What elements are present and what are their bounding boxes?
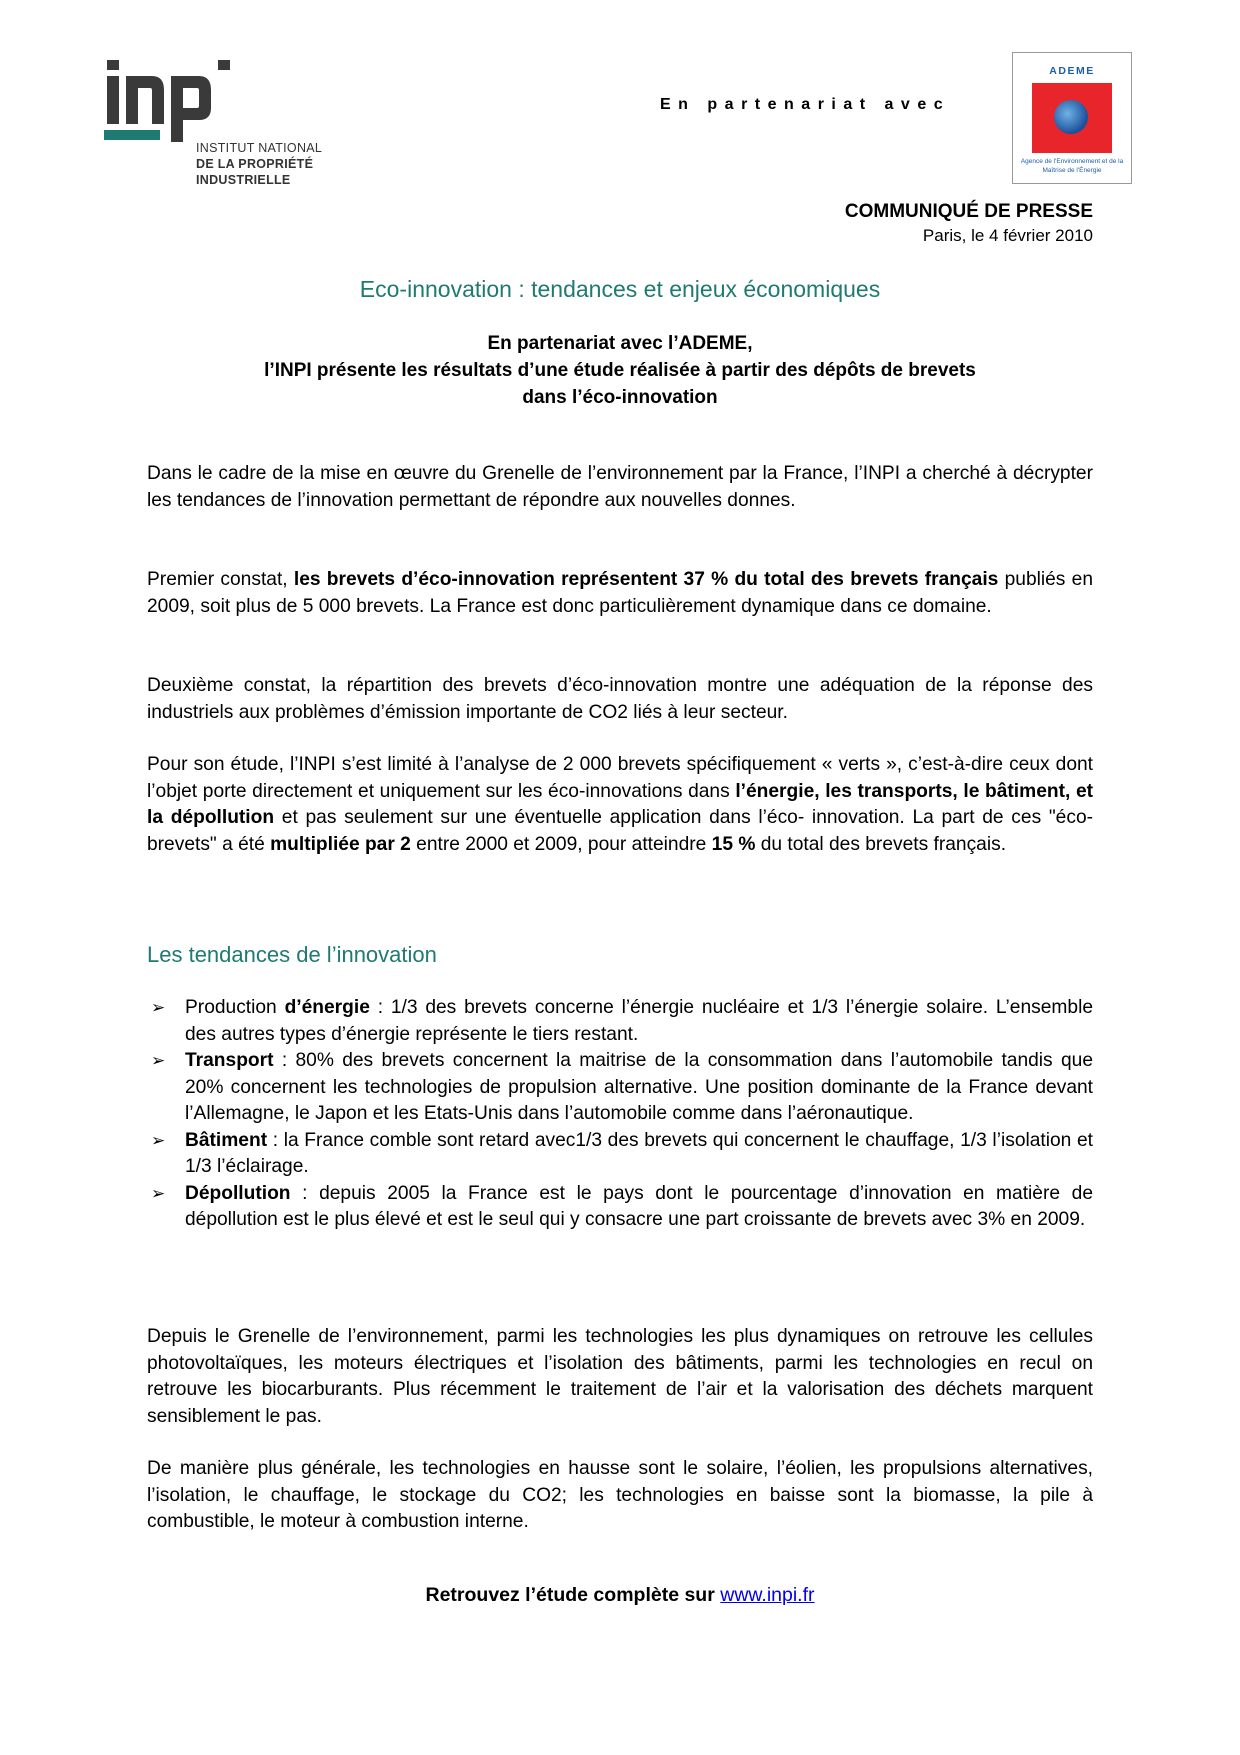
globe-icon [1054,100,1088,134]
inpi-logo [104,58,344,188]
arrow-bullet-icon: ➢ [151,1183,166,1203]
p4-text-e: entre 2000 et 2009, pour atteindre [410,833,712,855]
bullet-text: : 80% des brevets concernent la maitrise de la consommation dans l’automobile tandis que 20% concernent les technologies de propulsion alternative. Une position dominante de la France devant l’Allemagne, le Japon et les Etats-Unis dans l’automobile comme dans l’aéronautique. [185,1050,1093,1124]
paragraph-general-trends: De manière plus générale, les technologies en hausse sont le solaire, l’éolien, les propulsions alternatives, l’isolation, le chauffage, le stockage du CO2; les technologies en baisse sont la biomasse, la pile à combustible, le moteur à combustion interne. [147,1458,1093,1532]
inpi-logo-subtitle [196,140,322,188]
p4-text-a: Pour son étude, l’INPI s’est limité à l’analyse de 2 000 brevets spécifiquement « verts », c’est-à-dire ceux dont l’objet porte directement et uniquement sur les éco-innovations dans [147,754,1093,802]
inpi-subtitle-line-2: DE LA PROPRIÉTÉ [196,157,314,171]
p2-text-a: Premier constat, [147,569,294,590]
date-line: Paris, le 4 février 2010 [922,226,1093,245]
p2-text-c: publiés en 2009, soit plus de 5 000 brevets. La France est donc particulièrement dynamique dans ce domaine. [147,569,1093,617]
footer-line [0,1584,1240,1607]
bullet-bold: Transport [185,1050,274,1071]
footer-label: Retrouvez l’étude complète sur [425,1584,721,1606]
inpi-logo-i-mark [214,58,244,74]
paragraph-first-finding [147,567,1093,620]
paragraph-since-grenelle: Depuis le Grenelle de l’environnement, parmi les technologies les plus dynamiques on retrouve les cellules photovoltaïques, les moteurs électriques et l’isolation des bâtiments, parmi les technologies en recul on retrouve les biocarburants. Plus récemment le traitement de l’air et la valorisation des déchets marquent sensiblement le pas. [147,1326,1093,1427]
p4-text-bold-1: l’énergie, les transports, le bâtiment, et la dépollution [147,780,1094,828]
paragraph-intro: Dans le cadre de la mise en œuvre du Grenelle de l’environnement par la France, l’INPI a cherché à décrypter les tendances de l’innovation permettant de répondre aux nouvelles donnes. [147,463,1093,511]
subtitle-line-3: dans l’éco-innovation [522,387,718,408]
p4-text-bold-3: 15 % [711,833,756,855]
section-title: Les tendances de l’innovation [147,942,437,967]
page-title: Eco-innovation : tendances et enjeux économiques [359,276,881,302]
p2-text-bold: les brevets d’éco-innovation représentent 37 % du total des brevets français [293,569,999,590]
inpi-subtitle-line-1: INSTITUT NATIONAL [196,141,323,155]
bullet-text: : 1/3 des brevets concerne l’énergie nucléaire et 1/3 l’énergie solaire. L’ensemble des autres types d’énergie représente le tiers restant. [185,997,1093,1045]
bullet-pre: Production [185,997,285,1018]
trends-list [147,995,1093,1234]
subtitle [0,330,1240,411]
list-item [147,1128,1093,1181]
subtitle-line-2: l’INPI présente les résultats d’une étude réalisée à partir des dépôts de brevets [264,360,976,381]
paragraph-study-scope [147,752,1093,858]
arrow-bullet-icon: ➢ [151,1130,166,1150]
inpi-logo-mark [104,58,214,148]
press-release-label: COMMUNIQUÉ DE PRESSE [844,201,1093,222]
p4-text-g: du total des brevets français. [755,833,1007,855]
bullet-text: : la France comble sont retard avec1/3 des brevets qui concernent le chauffage, 1/3 l’isolation et 1/3 l’éclairage. [185,1129,1093,1177]
bullet-bold: d’énergie [284,997,370,1018]
list-item [147,1181,1093,1234]
arrow-bullet-icon: ➢ [151,998,166,1017]
p4-text-bold-2: multipliée par 2 [270,833,411,855]
bullet-text: : depuis 2005 la France est le pays dont le pourcentage d’innovation en matière de dépollution est le plus élevé et est le seul qui y consacre une part croissante de brevets avec 3% en 2009. [185,1182,1093,1230]
partner-label: En partenariat avec [660,96,951,113]
list-item [147,995,1093,1048]
bullet-bold: Bâtiment [185,1129,268,1151]
paragraph-second-finding: Deuxième constat, la répartition des brevets d’éco-innovation montre une adéquation de la réponse des industriels aux problèmes d’émission importante de CO2 liés à leur secteur. [147,675,1093,723]
arrow-bullet-icon: ➢ [151,1051,166,1070]
subtitle-line-1: En partenariat avec l’ADEME, [487,333,753,354]
inpi-subtitle-line-3: INDUSTRIELLE [196,173,291,187]
list-item [147,1048,1093,1128]
ademe-logo-caption: Agence de l'Environnement et de la Maîtrise de l'Énergie [1020,158,1124,174]
ademe-logo-name: ADEME [1049,65,1095,77]
ademe-logo [1012,52,1132,184]
bullet-bold: Dépollution [185,1182,291,1204]
inpi-website-link[interactable]: www.inpi.fr [720,1584,815,1606]
p4-text-c: et pas seulement sur une éventuelle application dans l’éco- innovation. La part de ces "éco-brevets" a été [147,807,1093,855]
